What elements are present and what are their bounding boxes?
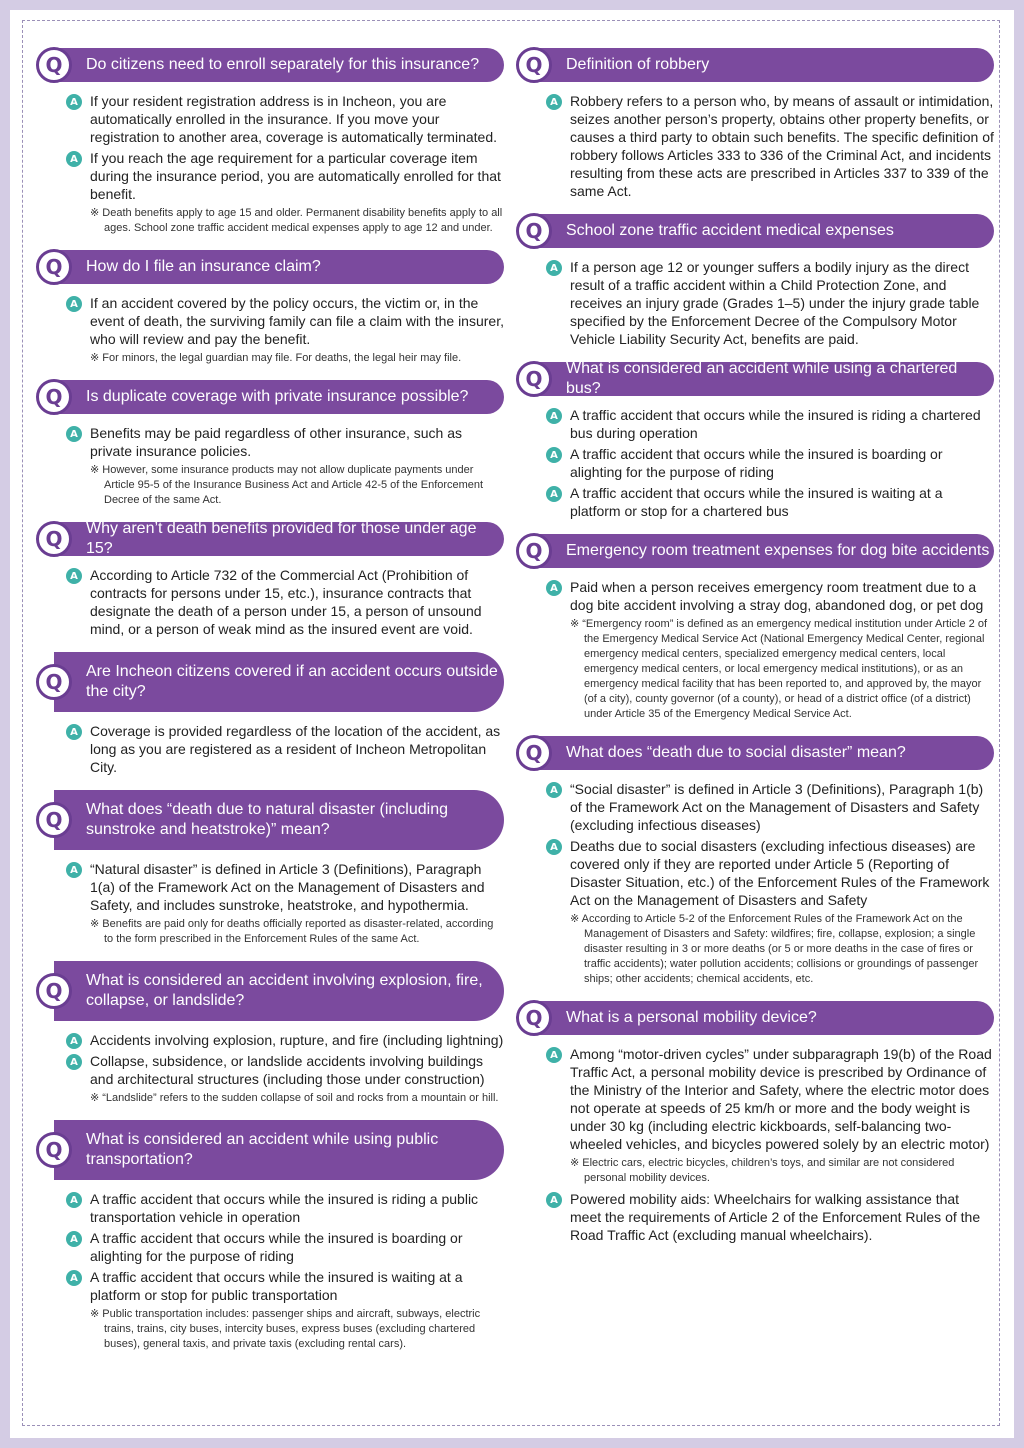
answer-icon: A xyxy=(66,1054,82,1070)
answer-text: A traffic accident that occurs while the insured is boarding or alighting for the purpose of riding xyxy=(90,1230,463,1264)
answer-icon: A xyxy=(546,580,562,596)
answer-icon: A xyxy=(66,862,82,878)
question-text: Definition of robbery xyxy=(566,56,710,73)
answer-item xyxy=(546,406,994,442)
answer-icon: A xyxy=(546,486,562,502)
answer-icon: A xyxy=(546,408,562,424)
question-text: Emergency room treatment expenses for dog bite accidents xyxy=(566,542,990,559)
question-icon: Q xyxy=(36,379,72,415)
answer-icon: A xyxy=(546,1192,562,1208)
answer-item xyxy=(66,92,504,146)
answer-item xyxy=(66,149,504,203)
answer-text: “Natural disaster” is defined in Article 3 (Definitions), Paragraph 1(a) of the Framework Act on the Management of Disasters and Safety, and includes sunstroke, heatstroke, and hypothermia. xyxy=(90,861,485,913)
answer-item xyxy=(66,722,504,776)
question-icon: Q xyxy=(516,47,552,83)
faq-item xyxy=(36,961,504,1106)
faq-item xyxy=(36,1120,504,1352)
answer-item xyxy=(66,1229,504,1265)
question-header xyxy=(36,522,504,556)
question-header xyxy=(36,250,504,284)
question-icon: Q xyxy=(36,1132,72,1168)
question-icon: Q xyxy=(36,664,72,700)
faq-item xyxy=(516,48,994,200)
answer-icon: A xyxy=(66,568,82,584)
answer-icon: A xyxy=(66,1192,82,1208)
answer-item xyxy=(66,1031,504,1049)
question-icon: Q xyxy=(36,47,72,83)
question-header xyxy=(36,1120,504,1180)
answer-item xyxy=(66,294,504,348)
question-text: What does “death due to natural disaster (including sunstroke and heatstroke)” mean? xyxy=(86,801,448,838)
faq-item xyxy=(516,1001,994,1244)
answer-item xyxy=(546,780,994,834)
answer-item xyxy=(66,1052,504,1088)
footnote: ※ However, some insurance products may not allow duplicate payments under Article 95-5 of the Insurance Business Act and Article 42-5 of the Enforcement Decree of the same Act. xyxy=(90,464,484,506)
question-icon: Q xyxy=(516,361,552,397)
footnote: ※ “Landslide” refers to the sudden collapse of soil and rocks from a mountain or hill. xyxy=(90,1092,499,1104)
question-text: Why aren’t death benefits provided for those under age 15? xyxy=(86,520,477,557)
faq-item xyxy=(36,652,504,776)
question-icon: Q xyxy=(516,533,552,569)
answer-item xyxy=(66,1268,504,1304)
question-text: What is a personal mobility device? xyxy=(566,1009,817,1026)
faq-item xyxy=(36,48,504,236)
answer-icon: A xyxy=(66,724,82,740)
question-text: What is considered an accident while using public transportation? xyxy=(86,1131,439,1168)
answer-text: Paid when a person receives emergency room treatment due to a dog bite accident involving a stray dog, abandoned dog, or pet dog xyxy=(570,579,984,613)
question-text: School zone traffic accident medical expenses xyxy=(566,222,894,239)
question-text: What is considered an accident while using a chartered bus? xyxy=(566,360,958,397)
answer-item xyxy=(546,258,994,348)
answer-icon: A xyxy=(546,782,562,798)
answer-item xyxy=(66,860,504,914)
question-header xyxy=(36,961,504,1021)
answer-item xyxy=(546,1045,994,1153)
question-header xyxy=(516,1001,994,1035)
answer-text: A traffic accident that occurs while the insured is boarding or alighting for the purpose of riding xyxy=(570,446,943,480)
footnote: ※ Benefits are paid only for deaths officially reported as disaster-related, according to the form prescribed in the Enforcement Rules of the same Act. xyxy=(90,918,494,945)
question-header xyxy=(516,48,994,82)
question-icon: Q xyxy=(516,213,552,249)
question-header xyxy=(516,736,994,770)
footnote: ※ Electric cars, electric bicycles, children’s toys, and similar are not considered personal mobility devices. xyxy=(570,1157,955,1184)
question-header xyxy=(36,652,504,712)
answer-item xyxy=(546,837,994,909)
answer-text: Among “motor-driven cycles” under subparagraph 19(b) of the Road Traffic Act, a personal mobility device is prescribed by Ordinance of the Ministry of the Interior and Safety, where the electric motor does not operate at speeds of 25 km/h or more and the body weight is under 30 kg (including electric kickboards, self-balancing two-wheeled vehicles, and bicycles powered solely by an electric motor) xyxy=(570,1046,992,1152)
faq-item xyxy=(516,214,994,348)
answer-text: If a person age 12 or younger suffers a bodily injury as the direct result of a traffic accident within a Child Protection Zone, and receives an injury grade (Grades 1–5) under the injury grade table specified by the Enforcement Decree of the Compulsory Motor Vehicle Liability Security Act, benefits are paid. xyxy=(570,259,980,347)
answer-item xyxy=(66,424,504,460)
question-header xyxy=(36,380,504,414)
answer-icon: A xyxy=(546,447,562,463)
question-text: Are Incheon citizens covered if an accident occurs outside the city? xyxy=(86,663,498,700)
footnote: ※ Public transportation includes: passenger ships and aircraft, subways, electric trains, trains, city buses, intercity buses, express buses (excluding chartered buses), general taxis, and private taxis (excluding rental cars). xyxy=(90,1308,481,1350)
answer-item xyxy=(546,484,994,520)
answer-icon: A xyxy=(66,1270,82,1286)
question-text: What does “death due to social disaster” mean? xyxy=(566,744,906,761)
question-text: Is duplicate coverage with private insurance possible? xyxy=(86,388,469,405)
answer-text: Benefits may be paid regardless of other insurance, such as private insurance policies. xyxy=(90,425,462,459)
footnote: ※ According to Article 5-2 of the Enforcement Rules of the Framework Act on the Management of Disasters and Safety: wildfires; fire, collapse, explosion; a single disaster resulting in 3 or more deaths (or 5 or more deaths in the case of fires or traffic accidents); water pollution accidents; collisions or groundings of passenger ships; other accidents; chemical accidents, etc. xyxy=(570,913,979,985)
answer-text: According to Article 732 of the Commercial Act (Prohibition of contracts for persons under 15, etc.), insurance contracts that designate the death of a person under 15, a person of unsound mind, or a person of weak mind as the insured event are void. xyxy=(90,567,482,637)
question-header xyxy=(516,534,994,568)
answer-icon: A xyxy=(546,260,562,276)
answer-icon: A xyxy=(66,296,82,312)
faq-item xyxy=(516,736,994,987)
faq-item xyxy=(36,250,504,366)
answer-icon: A xyxy=(66,1033,82,1049)
answer-text: A traffic accident that occurs while the insured is riding a public transportation vehicle in operation xyxy=(90,1191,479,1225)
answer-icon: A xyxy=(66,1231,82,1247)
left-column xyxy=(36,48,504,1366)
answer-text: A traffic accident that occurs while the insured is waiting at a platform or stop for a chartered bus xyxy=(570,485,943,519)
question-header xyxy=(36,790,504,850)
question-text: Do citizens need to enroll separately for this insurance? xyxy=(86,56,480,73)
answer-icon: A xyxy=(66,94,82,110)
answer-text: A traffic accident that occurs while the insured is waiting at a platform or stop for public transportation xyxy=(90,1269,463,1303)
footnote: ※ Death benefits apply to age 15 and older. Permanent disability benefits apply to all ages. School zone traffic accident medical expenses apply to age 12 and under. xyxy=(90,207,503,234)
right-column xyxy=(516,48,994,1258)
faq-page xyxy=(10,10,1014,1438)
answer-item xyxy=(546,92,994,200)
faq-item xyxy=(516,362,994,520)
answer-text: Coverage is provided regardless of the location of the accident, as long as you are registered as a resident of Incheon Metropolitan City. xyxy=(90,723,501,775)
question-text: What is considered an accident involving explosion, fire, collapse, or landslide? xyxy=(86,972,483,1009)
question-header xyxy=(516,214,994,248)
question-icon: Q xyxy=(516,1000,552,1036)
answer-text: Robbery refers to a person who, by means of assault or intimidation, seizes another person’s property, obtains other property benefits, or causes a third party to obtain such benefits. The specific definition of robbery follows Articles 333 to 336 of the Criminal Act, and incidents resulting from these acts are prescribed in Articles 337 to 339 of the same Act. xyxy=(570,93,994,199)
question-icon: Q xyxy=(36,973,72,1009)
question-header xyxy=(36,48,504,82)
answer-item xyxy=(546,578,994,614)
answer-text: If an accident covered by the policy occurs, the victim or, in the event of death, the surviving family can file a claim with the insurer, who will review and pay the benefit. xyxy=(90,295,504,347)
answer-item xyxy=(546,445,994,481)
question-text: How do I file an insurance claim? xyxy=(86,258,321,275)
answer-icon: A xyxy=(66,151,82,167)
answer-icon: A xyxy=(546,839,562,855)
answer-text: Accidents involving explosion, rupture, and fire (including lightning) xyxy=(90,1032,504,1048)
question-icon: Q xyxy=(36,249,72,285)
answer-icon: A xyxy=(546,1047,562,1063)
footnote: ※ “Emergency room” is defined as an emergency medical institution under Article 2 of the Emergency Medical Service Act (National Emergency Medical Center, regional emergency medical centers, specialized emergency medical centers, local emergency medical centers, or local emergency medical institutions), or as an emergency medical facility that has been reported to, and approved by, the mayor (of a city), county governor (of a county), or head of a district office (of a district) under Article 35 of the Emergency Medical Service Act. xyxy=(570,618,988,720)
answer-text: A traffic accident that occurs while the insured is riding a chartered bus during operation xyxy=(570,407,981,441)
answer-text: If you reach the age requirement for a particular coverage item during the insurance period, you are automatically enrolled for that benefit. xyxy=(90,150,501,202)
question-header xyxy=(516,362,994,396)
answer-item xyxy=(66,566,504,638)
faq-item xyxy=(516,534,994,722)
answer-item xyxy=(546,1190,994,1244)
faq-item xyxy=(36,790,504,947)
faq-item xyxy=(36,522,504,638)
question-icon: Q xyxy=(36,802,72,838)
answer-item xyxy=(66,1190,504,1226)
answer-icon: A xyxy=(546,94,562,110)
answer-icon: A xyxy=(66,426,82,442)
question-icon: Q xyxy=(516,735,552,771)
answer-text: “Social disaster” is defined in Article 3 (Definitions), Paragraph 1(b) of the Framework Act on the Management of Disasters and Safety (excluding infectious diseases) xyxy=(570,781,984,833)
footnote: ※ For minors, the legal guardian may file. For deaths, the legal heir may file. xyxy=(90,352,462,364)
answer-text: Deaths due to social disasters (excluding infectious diseases) are covered only if they are reported under Article 5 (Reporting of Disaster Situation, etc.) of the Enforcement Rules of the Framework Act on the Management of Disasters and Safety xyxy=(570,838,990,908)
faq-item xyxy=(36,380,504,508)
answer-text: Collapse, subsidence, or landslide accidents involving buildings and architectural structures (including those under construction) xyxy=(90,1053,485,1087)
question-icon: Q xyxy=(36,521,72,557)
answer-text: Powered mobility aids: Wheelchairs for walking assistance that meet the requirements of Article 2 of the Enforcement Rules of the Road Traffic Act (excluding manual wheelchairs). xyxy=(570,1191,981,1243)
answer-text: If your resident registration address is in Incheon, you are automatically enrolled in the insurance. If you move your registration to another area, coverage is automatically terminated. xyxy=(90,93,497,145)
